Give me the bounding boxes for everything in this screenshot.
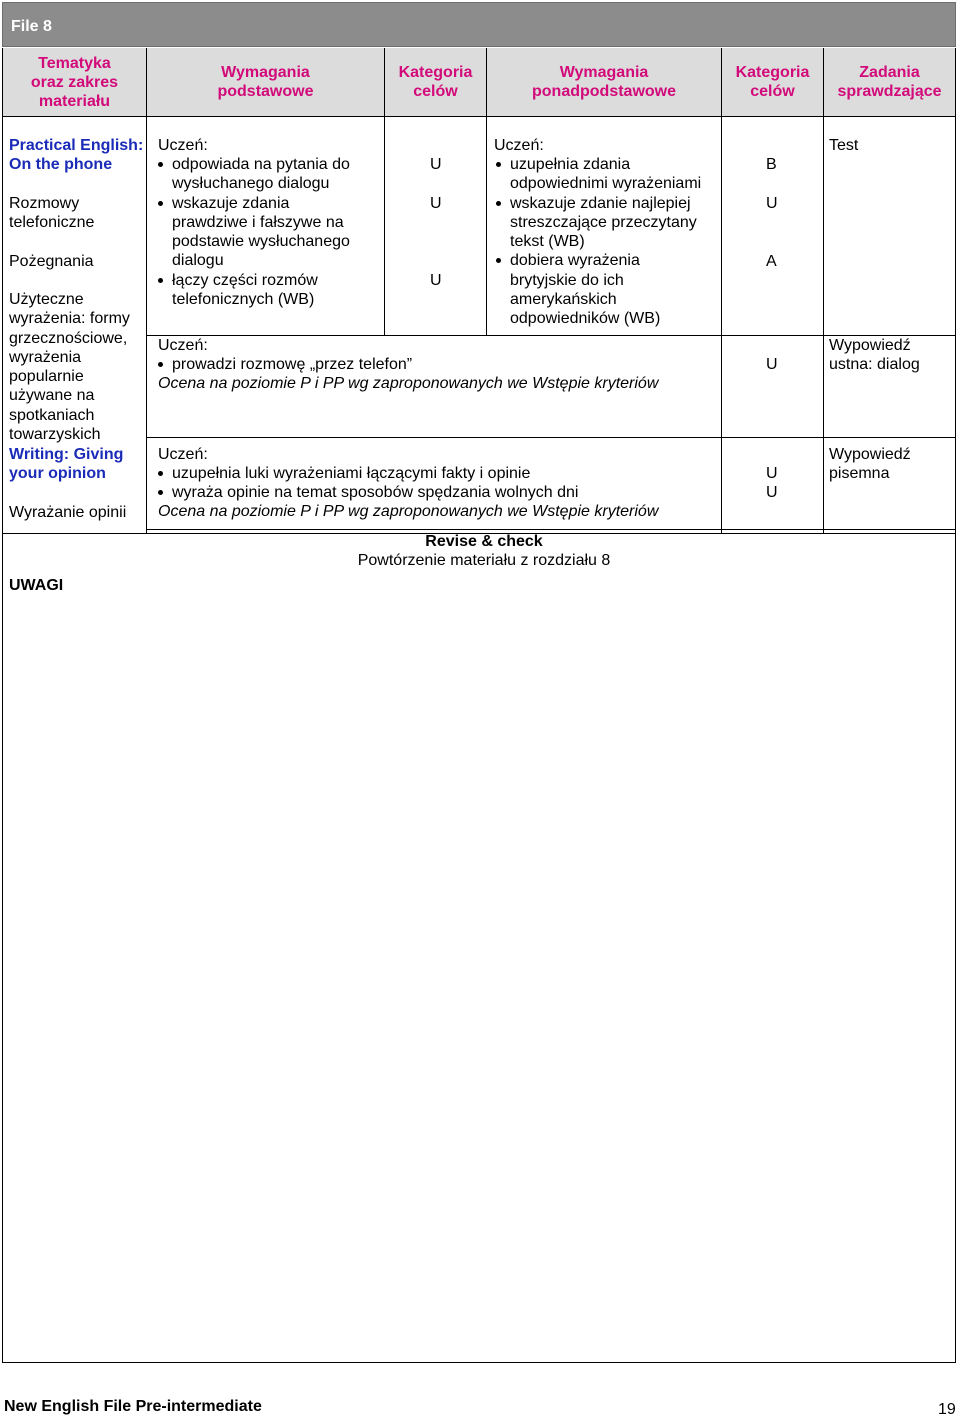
section1-advanced-category-1: B (766, 156, 777, 173)
section1-basic-category-1: U (430, 156, 442, 173)
section3-category-1: U (766, 465, 778, 482)
file-title-bar (2, 2, 956, 47)
footer-book-title: New English File Pre-intermediate (4, 1398, 262, 1415)
col-divider-3 (486, 48, 487, 335)
row-divider-2 (146, 437, 956, 438)
header-tasks: Zadania sprawdzające (824, 48, 955, 116)
remarks-label: UWAGI (9, 577, 64, 594)
section2-list (156, 355, 412, 374)
header-basic-category: Kategoria celów (385, 48, 486, 116)
section1-basic-list (156, 155, 350, 309)
list-item: wskazuje zdanie najlepiej streszczające przeczytany tekst (WB) (494, 194, 701, 252)
section1-basic-category-3: U (430, 272, 442, 289)
topic-item-phone-calls: Rozmowy telefoniczne (9, 195, 95, 232)
topic-item-farewells: Pożegnania (9, 253, 94, 270)
section1-basic-label: Uczeń: (158, 137, 208, 154)
section3-label: Uczeń: (158, 446, 208, 463)
footer-page-number: 19 (938, 1401, 956, 1418)
topic-heading-writing: Writing: Giving your opinion (9, 446, 124, 483)
header-basic-requirements: Wymagania podstawowe (147, 48, 384, 116)
section3-task: Wypowiedź pisemna (829, 446, 911, 483)
topic-heading-practical-english: Practical English: On the phone (9, 137, 144, 174)
section1-advanced-label: Uczeń: (494, 137, 544, 154)
remarks-box (2, 533, 956, 1363)
list-item: wskazuje zdania prawdziwe i fałszywe na podstawie wysłuchanego dialogu (156, 194, 350, 271)
section1-advanced-category-2: U (766, 195, 778, 212)
list-item: wyraża opinie na temat sposobów spędzania wolnych dni (156, 483, 578, 502)
list-item: odpowiada na pytania do wysłuchanego dialogu (156, 155, 350, 194)
header-topics: Tematyka oraz zakres materiału (3, 48, 146, 116)
col-divider-5 (823, 48, 824, 533)
col-divider-2-header (384, 48, 385, 116)
col-divider-4 (721, 48, 722, 533)
section1-task: Test (829, 137, 859, 154)
list-item: dobiera wyrażenia brytyjskie do ich amerykańskich odpowiedników (WB) (494, 251, 701, 328)
list-item: uzupełnia zdania odpowiednimi wyrażeniami (494, 155, 701, 194)
list-item: uzupełnia luki wyrażeniami łączącymi fakty i opinie (156, 464, 578, 483)
topic-item-useful-expressions: Użyteczne wyrażenia: formy grzecznościowe, wyrażenia popularnie używane na spotkaniach towarzyskich (9, 291, 130, 444)
header-advanced-requirements: Wymagania ponadpodstawowe (487, 48, 721, 116)
col-divider-1 (146, 48, 147, 533)
section1-basic-category-2: U (430, 195, 442, 212)
section2-task: Wypowiedź ustna: dialog (829, 337, 920, 374)
file-title: File 8 (11, 18, 52, 35)
col-divider-2 (384, 116, 385, 335)
section3-note: Ocena na poziomie P i PP wg zaproponowanych we Wstępie kryteriów (158, 503, 659, 520)
row-divider-3 (146, 529, 956, 530)
section2-category: U (766, 356, 778, 373)
section3-list (156, 464, 578, 503)
topic-item-opinions: Wyrażanie opinii (9, 504, 127, 521)
section2-note: Ocena na poziomie P i PP wg zaproponowanych we Wstępie kryteriów (158, 375, 659, 392)
section2-label: Uczeń: (158, 337, 208, 354)
list-item: łączy części rozmów telefonicznych (WB) (156, 271, 350, 310)
section1-advanced-category-3: A (766, 253, 777, 270)
header-advanced-category: Kategoria celów (722, 48, 823, 116)
revise-subtitle: Powtórzenie materiału z rozdziału 8 (357, 552, 611, 570)
revise-title: Revise & check (425, 533, 543, 550)
section1-advanced-list (494, 155, 701, 329)
section3-category-2: U (766, 484, 778, 501)
list-item: prowadzi rozmowę „przez telefon” (156, 355, 412, 374)
